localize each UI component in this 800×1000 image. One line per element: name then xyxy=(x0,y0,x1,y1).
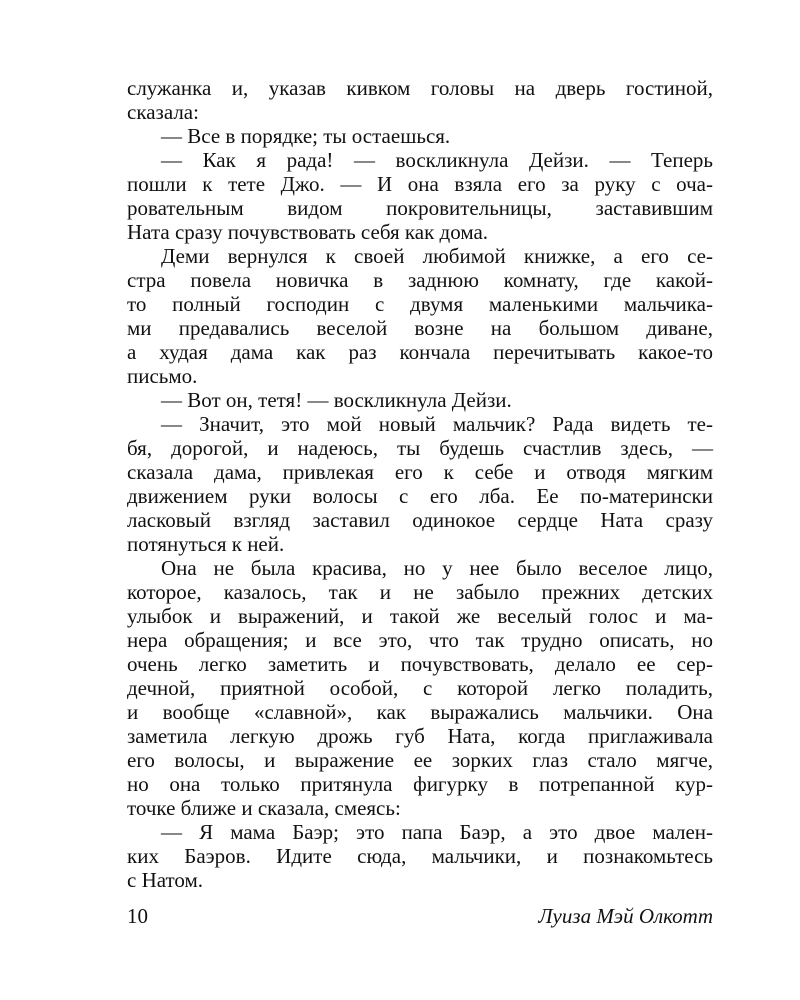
text-line: заметила легкую дрожь губ Ната, когда приглаживала xyxy=(127,724,713,748)
text-line: а худая дама как раз кончала перечитывать какое-то xyxy=(127,340,713,364)
text-line: очень легко заметить и почувствовать, делало ее сер- xyxy=(127,652,713,676)
text-line: движением руки волосы с его лба. Ее по-матерински xyxy=(127,484,713,508)
page-body-text xyxy=(127,76,713,892)
text-line: — Я мама Баэр; это папа Баэр, а это двое мален- xyxy=(161,820,713,844)
text-line: — Вот он, тетя! — воскликнула Дейзи. xyxy=(161,388,512,412)
text-line: точке ближе и сказала, смеясь: xyxy=(127,796,401,820)
text-line: пошли к тете Джо. — И она взяла его за руку с оча- xyxy=(127,172,713,196)
text-line: стра повела новичка в заднюю комнату, где какой- xyxy=(127,268,713,292)
text-line: улыбок и выражений, и такой же веселый голос и ма- xyxy=(127,604,713,628)
text-line: — Все в порядке; ты остаешься. xyxy=(161,124,451,148)
text-line: бя, дорогой, и надеюсь, ты будешь счастлив здесь, — xyxy=(127,436,713,460)
text-line: служанка и, указав кивком головы на дверь гостиной, xyxy=(127,76,713,100)
text-line: сказала дама, привлекая его к себе и отводя мягким xyxy=(127,460,713,484)
text-line: нера обращения; и все это, что так трудно описать, но xyxy=(127,628,713,652)
text-line: ровательным видом покровительницы, заставившим xyxy=(127,196,713,220)
text-line: которое, казалось, так и не забыло прежних детских xyxy=(127,580,713,604)
text-line: письмо. xyxy=(127,364,198,388)
page-number: 10 xyxy=(127,904,148,928)
text-line: но она только притянула фигурку в потрепанной кур- xyxy=(127,772,713,796)
text-line: Деми вернулся к своей любимой книжке, а его се- xyxy=(161,244,713,268)
text-line: ласковый взгляд заставил одинокое сердце Ната сразу xyxy=(127,508,713,532)
text-line: ких Баэров. Идите сюда, мальчики, и познакомьтесь xyxy=(127,844,713,868)
text-line: — Значит, это мой новый мальчик? Рада видеть те- xyxy=(161,412,713,436)
text-line: с Натом. xyxy=(127,868,204,892)
running-footer-author: Луиза Мэй Олкотт xyxy=(538,904,713,928)
text-line: и вообще «славной», как выражались мальчики. Она xyxy=(127,700,713,724)
page-footer xyxy=(127,901,713,931)
text-line: Ната сразу почувствовать себя как дома. xyxy=(127,220,489,244)
text-line: потянуться к ней. xyxy=(127,532,285,556)
text-line: сказала: xyxy=(127,100,199,124)
text-line: Она не была красива, но у нее было веселое лицо, xyxy=(161,556,713,580)
text-line: — Как я рада! — воскликнула Дейзи. — Теперь xyxy=(161,148,713,172)
text-line: ми предавались веселой возне на большом диване, xyxy=(127,316,713,340)
text-line: дечной, приятной особой, с которой легко поладить, xyxy=(127,676,713,700)
text-line: его волосы, и выражение ее зорких глаз стало мягче, xyxy=(127,748,713,772)
text-line: то полный господин с двумя маленькими мальчика- xyxy=(127,292,713,316)
